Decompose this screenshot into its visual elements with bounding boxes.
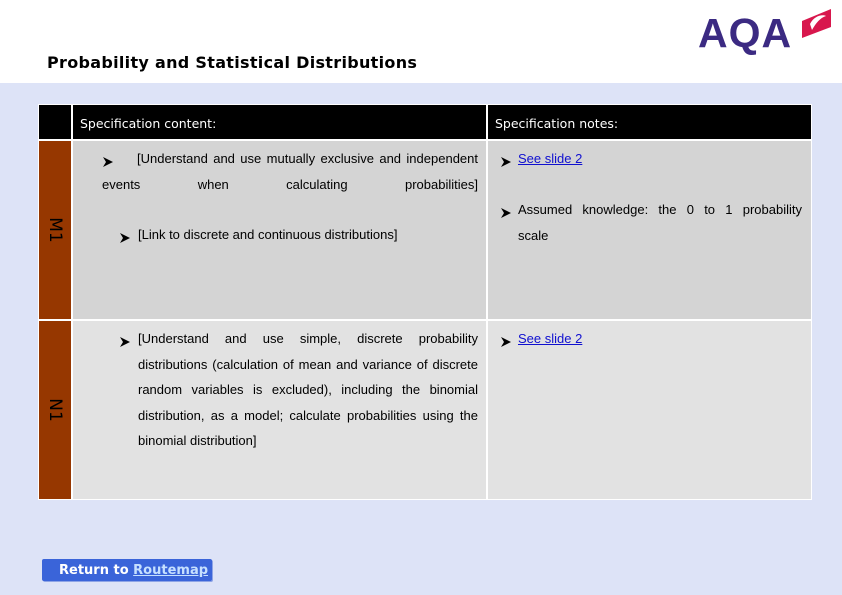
row-m1-notes-cell bbox=[488, 141, 811, 319]
arrow-bullet-icon bbox=[119, 336, 131, 348]
row-n1-content-cell bbox=[73, 321, 486, 499]
header-code-cell bbox=[39, 105, 71, 139]
routemap-link[interactable]: Routemap bbox=[133, 563, 209, 578]
m1-content-item: [Understand and use mutually exclusive and independent events when calculating probabilities] bbox=[102, 151, 478, 192]
specification-table bbox=[38, 104, 812, 500]
arrow-bullet-icon bbox=[500, 156, 512, 168]
row-n1-notes-cell bbox=[488, 321, 811, 499]
row-code-m1 bbox=[39, 141, 71, 319]
return-to-routemap-button[interactable] bbox=[42, 559, 212, 581]
header-spec-notes bbox=[488, 105, 811, 139]
row-code-label: M1 bbox=[45, 217, 65, 243]
page-title: Probability and Statistical Distributions bbox=[47, 53, 418, 72]
row-code-n1 bbox=[39, 321, 71, 499]
row-m1-content-cell bbox=[73, 141, 486, 319]
aqa-logo bbox=[698, 7, 834, 57]
return-button-label bbox=[59, 563, 208, 578]
m1-note-item: Assumed knowledge: the 0 to 1 probability scale bbox=[518, 202, 802, 243]
arrow-bullet-icon bbox=[119, 232, 131, 244]
m1-content-item: [Link to discrete and continuous distributions] bbox=[138, 227, 398, 242]
return-prefix: Return to bbox=[59, 563, 129, 578]
see-slide-link[interactable]: See slide 2 bbox=[518, 331, 583, 346]
spec-notes-heading: Specification notes: bbox=[495, 116, 619, 131]
arrow-bullet-icon bbox=[500, 207, 512, 219]
n1-content-item: [Understand and use simple, discrete probability distributions (calculation of mean and variance of discrete random variables is excluded), including the binomial distribution, as a model; calculate probabilities using the binomial distribution] bbox=[138, 331, 478, 448]
spec-content-heading: Specification content: bbox=[80, 116, 217, 131]
logo-mark-icon bbox=[800, 7, 833, 40]
row-code-label: N1 bbox=[45, 398, 65, 422]
logo-text: AQA bbox=[698, 10, 793, 56]
arrow-bullet-icon bbox=[500, 336, 512, 348]
header-spec-content bbox=[73, 105, 486, 139]
see-slide-link[interactable]: See slide 2 bbox=[518, 151, 583, 166]
page-header bbox=[0, 0, 842, 83]
